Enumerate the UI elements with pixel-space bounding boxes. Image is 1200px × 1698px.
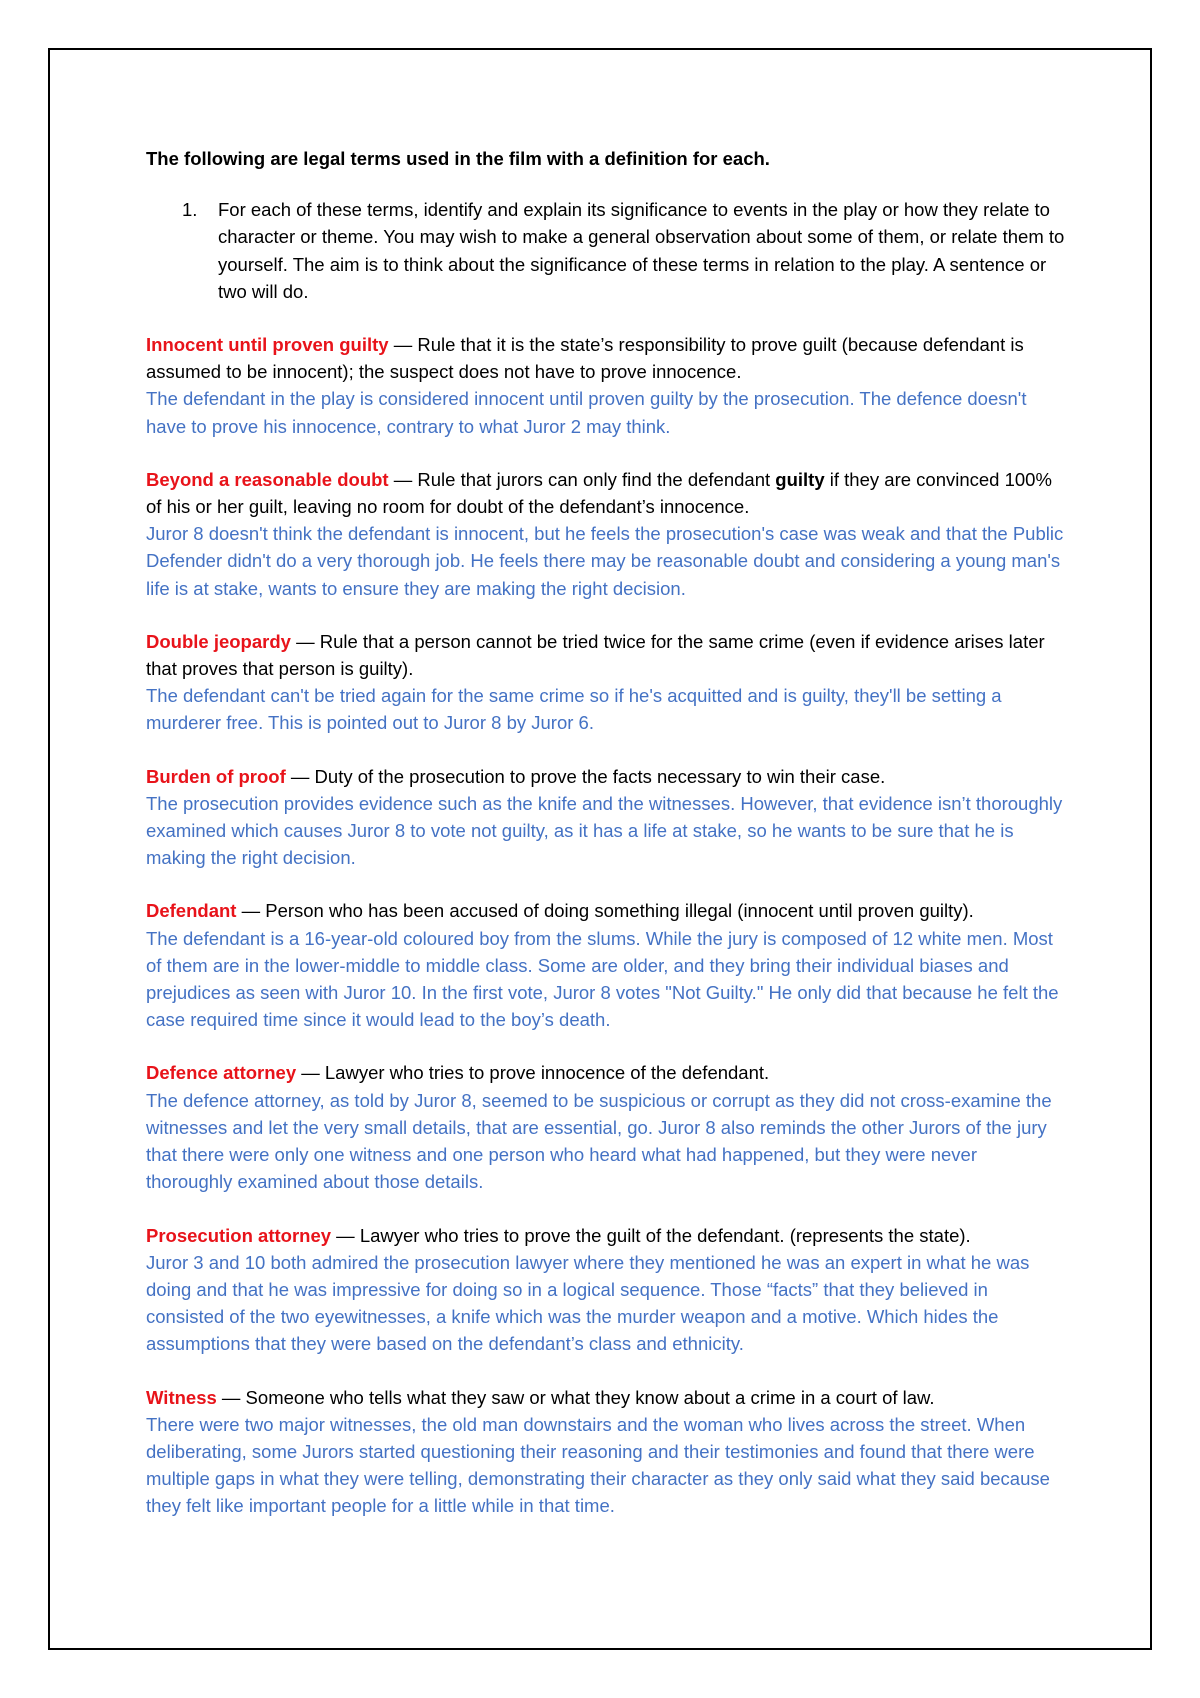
term-definition: — Duty of the prosecution to prove the facts necessary to win their case. — [285, 765, 886, 787]
term-definition: — Lawyer who tries to prove the guilt of the defendant. (represents the state). — [331, 1224, 971, 1246]
term-defence-attorney — [146, 1059, 1066, 1195]
term-definition: — Rule that a person cannot be tried twice for the same crime (even if evidence arises later that proves that person is guilty). — [146, 630, 1045, 680]
term-beyond-reasonable-doubt — [146, 466, 1066, 602]
term-name: Beyond a reasonable doubt — [146, 468, 389, 490]
term-name: Double jeopardy — [146, 630, 291, 652]
task-item — [182, 196, 1066, 305]
term-burden-of-proof — [146, 763, 1066, 872]
term-definition: — Rule that it is the state’s responsibility to prove guilt (because defendant is assumed to be innocent); the suspect does not have to prove innocence. — [146, 334, 1024, 383]
term-answer: There were two major witnesses, the old man downstairs and the woman who lives across the street. When deliberating, some Jurors started questioning their reasoning and their testimonies and found that there were multiple gaps in what they were telling, demonstrating their character as they only said what they said because they felt like important people for a little while in that time. — [146, 1413, 1050, 1517]
term-definition: — Someone who tells what they saw or what they know about a crime in a court of law. — [216, 1386, 935, 1408]
term-definition: — Lawyer who tries to prove innocence of the defendant. — [296, 1062, 770, 1084]
document-body — [146, 145, 1066, 1520]
term-answer: The prosecution provides evidence such as the knife and the witnesses. However, that evidence isn’t thoroughly examined which causes Juror 8 to vote not guilty, as it has a life at stake, so he wants to be sure that he is making the right decision. — [146, 792, 1063, 869]
term-definition-line — [146, 331, 1066, 385]
term-defendant — [146, 897, 1066, 1033]
term-witness — [146, 1384, 1066, 1520]
term-definition-line — [146, 897, 1066, 924]
task-number: 1. — [182, 199, 198, 221]
task-text: For each of these terms, identify and explain its significance to events in the play or how they relate to character or theme. You may wish to make a general observation about some of them, or relate them to yourself. The aim is to think about the significance of these terms in relation to the play. A sentence or two will do. — [218, 199, 1065, 302]
term-name: Prosecution attorney — [146, 1224, 332, 1246]
term-definition-line — [146, 1384, 1066, 1411]
term-definition-line — [146, 466, 1066, 520]
term-answer: The defendant in the play is considered innocent until proven guilty by the prosecution. The defence doesn't have to prove his innocence, contrary to what Juror 2 may think. — [146, 388, 1027, 437]
term-definition-emphasis: guilty — [775, 468, 825, 490]
term-definition-continued: if they are convinced 100% of his or her guilt, leaving no room for doubt of the defendant’s innocence. — [146, 468, 1052, 518]
term-definition: — Rule that jurors can only find the defendant — [388, 468, 776, 490]
term-name: Defence attorney — [146, 1062, 297, 1084]
term-answer: Juror 8 doesn't think the defendant is innocent, but he feels the prosecution's case was weak and that the Public Defender didn't do a very thorough job. He feels there may be reasonable doubt and considering a young man's life is at stake, wants to ensure they are making the right decision. — [146, 523, 1064, 599]
term-name: Witness — [146, 1386, 217, 1408]
term-definition-line — [146, 1222, 1066, 1249]
intro-heading: The following are legal terms used in the film with a definition for each. — [146, 148, 770, 169]
term-prosecution-attorney — [146, 1222, 1066, 1358]
term-answer: Juror 3 and 10 both admired the prosecution lawyer where they mentioned he was an expert in what he was doing and that he was impressive for doing so in a logical sequence. Those “facts” that they believed in consisted of the two eyewitnesses, a knife which was the murder weapon and a motive. Which hides the assumptions that they were based on the defendant’s class and ethnicity. — [146, 1251, 1030, 1355]
term-double-jeopardy — [146, 628, 1066, 737]
term-name: Burden of proof — [146, 765, 286, 787]
term-definition-line — [146, 1059, 1066, 1086]
term-answer: The defendant is a 16-year-old coloured boy from the slums. While the jury is composed of 12 white men. Most of them are in the lower-middle to middle class. Some are older, and they bring their individual biases and prejudices as seen with Juror 10. In the first vote, Juror 8 votes "Not Guilty." He only did that because he felt the case required time since it would lead to the boy’s death. — [146, 927, 1059, 1031]
term-answer: The defence attorney, as told by Juror 8, seemed to be suspicious or corrupt as they did not cross-examine the witnesses and let the very small details, that are essential, go. Juror 8 also reminds the other Jurors of the jury that there were only one witness and one person who heard what had happened, but they were never thoroughly examined about those details. — [146, 1089, 1052, 1193]
term-definition-line — [146, 628, 1066, 682]
term-definition-line — [146, 763, 1066, 790]
term-answer: The defendant can't be tried again for the same crime so if he's acquitted and is guilty, they'll be setting a murderer free. This is pointed out to Juror 8 by Juror 6. — [146, 685, 1002, 734]
term-name: Innocent until proven guilty — [146, 334, 389, 356]
term-innocent-until-proven-guilty — [146, 331, 1066, 440]
term-name: Defendant — [146, 900, 237, 922]
task-list — [146, 196, 1066, 305]
term-definition: — Person who has been accused of doing something illegal (innocent until proven guilty). — [236, 900, 974, 922]
